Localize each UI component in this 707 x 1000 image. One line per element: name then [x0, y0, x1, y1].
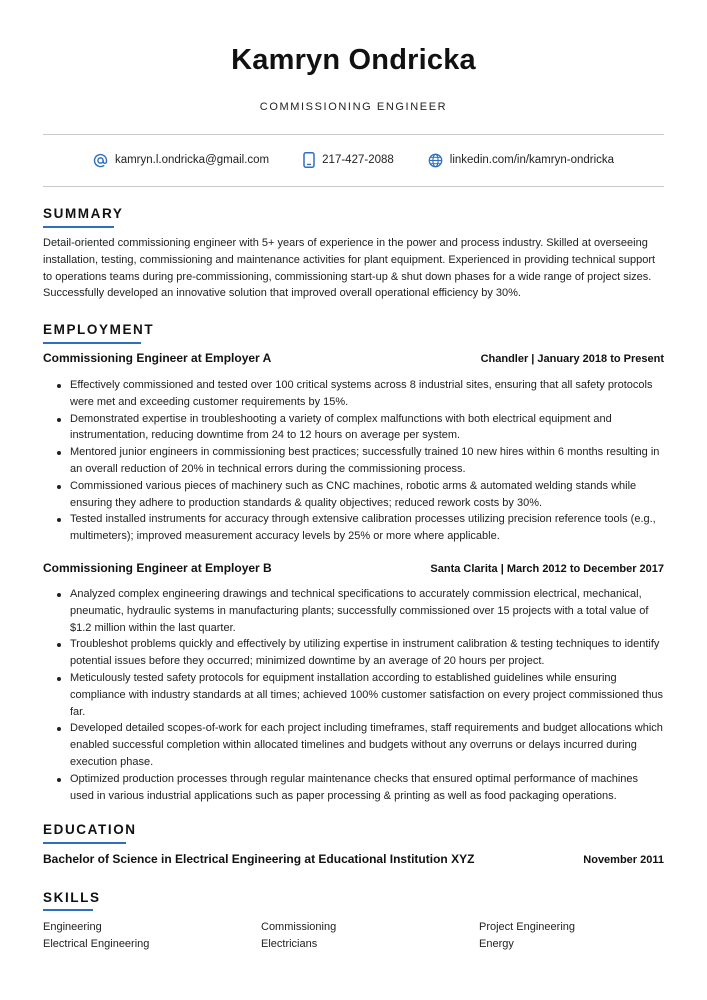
job-title: Commissioning Engineer at Employer A: [43, 351, 272, 365]
skills-grid: [43, 919, 664, 952]
summary-underline: [43, 226, 114, 228]
globe-icon: [428, 153, 443, 168]
email-text: kamryn.l.ondricka@gmail.com: [114, 154, 270, 166]
list-item: Effectively commissioned and tested over 100 critical systems across 8 industrial sites, ensuring that all safety protocols were met and exceeding customer requirements by 15%.: [43, 377, 664, 411]
job-header: [43, 561, 664, 575]
skill-item: Commissioning: [261, 921, 337, 933]
job-location-date: Santa Clarita | March 2012 to December 2017: [430, 563, 664, 575]
list-item: Mentored junior engineers in commissioning best practices; successfully trained 10 new hires within 6 months resulting in an overall reduction of 20% in technical errors during the commissioning process.: [43, 444, 664, 478]
list-item: Developed detailed scopes-of-work for each project including timeframes, staff requirements and budget allocations which enabled successful completion within allocated timelines and budgets without any overruns or delays incurred during execution phase.: [43, 720, 664, 770]
degree: Bachelor of Science in Electrical Engineering at Educational Institution XYZ: [43, 852, 475, 866]
job-role: COMMISSIONING ENGINEER: [259, 101, 448, 113]
job-header: [43, 351, 664, 365]
contact-phone[interactable]: [303, 152, 394, 168]
at-icon: [93, 153, 108, 168]
contact-divider: [43, 186, 664, 187]
list-item: Tested installed instruments for accuracy through extensive calibration processes utilizing precision reference tools (e.g., multimeters); improved measurement accuracy levels by 25% or more where applicable.: [43, 511, 664, 545]
phone-text: 217-427-2088: [322, 154, 394, 166]
contact-email[interactable]: [93, 153, 269, 168]
list-item: Commissioned various pieces of machinery such as CNC machines, robotic arms & automated welding stands while ensuring they adhere to production standards & quality objectives; reduced rework costs by 30%.: [43, 478, 664, 512]
list-item: Meticulously tested safety protocols for equipment installation according to established guidelines while ensuring compliance with industry standards at all times; achieved 100% customer satisfaction on every project commissioned thus far.: [43, 670, 664, 720]
job-location-date: Chandler | January 2018 to Present: [480, 353, 664, 365]
list-item: Troubleshot problems quickly and effectively by utilizing expertise in instrument calibration & testing techniques to identify potential issues before they occurred; minimized downtime by an average of 20 hours per project.: [43, 636, 664, 670]
skills-heading: SKILLS: [43, 890, 101, 905]
job-bullets: [43, 377, 664, 545]
candidate-name: Kamryn Ondricka: [231, 44, 476, 76]
top-divider: [43, 134, 664, 135]
education-underline: [43, 842, 126, 844]
skill-item: Electrical Engineering: [43, 937, 150, 950]
job-bullets: [43, 586, 664, 804]
contact-bar: [43, 150, 664, 170]
contact-linkedin[interactable]: [428, 153, 614, 168]
skill-item: Project Engineering: [479, 921, 576, 933]
employment-heading: EMPLOYMENT: [43, 322, 155, 337]
list-item: Demonstrated expertise in troubleshooting a variety of complex malfunctions with both electrical equipment and instrumentation, reducing downtime from 24 to 12 hours on average per system.: [43, 411, 664, 445]
education-heading: EDUCATION: [43, 822, 137, 837]
graduation-date: November 2011: [583, 854, 664, 866]
skill-item: Engineering: [43, 921, 102, 933]
skill-item: Energy: [479, 937, 514, 950]
skills-underline: [43, 909, 93, 911]
phone-icon: [303, 152, 315, 168]
job-title: Commissioning Engineer at Employer B: [43, 561, 272, 575]
education-entry: [43, 852, 664, 866]
list-item: Analyzed complex engineering drawings and technical specifications to accurately commission electrical, mechanical, pneumatic, hydraulic systems in manufacturing plants; successfully commissioned over 15 projects with a total value of $1.2 million within the last quarter.: [43, 586, 664, 636]
list-item: Optimized production processes through regular maintenance checks that ensured optimal performance of machines used in various industrial applications such as paper processing & printing as well as food packaging operations.: [43, 771, 664, 805]
summary-text: Detail-oriented commissioning engineer with 5+ years of experience in the power and process industry. Skilled at overseeing installation, testing, commissioning and maintenance activities for plant equipment. Experienced in providing technical support to operations teams during pre-commissioning, commissioning start-up & shut down phases for a wide range of project sizes. Successfully developed an innovative solution that improved overall operational efficiency by 30%.: [43, 237, 656, 300]
employment-underline: [43, 342, 141, 344]
summary-heading: SUMMARY: [43, 206, 124, 221]
linkedin-text: linkedin.com/in/kamryn-ondricka: [449, 154, 615, 166]
skill-item: Electricians: [261, 937, 318, 950]
